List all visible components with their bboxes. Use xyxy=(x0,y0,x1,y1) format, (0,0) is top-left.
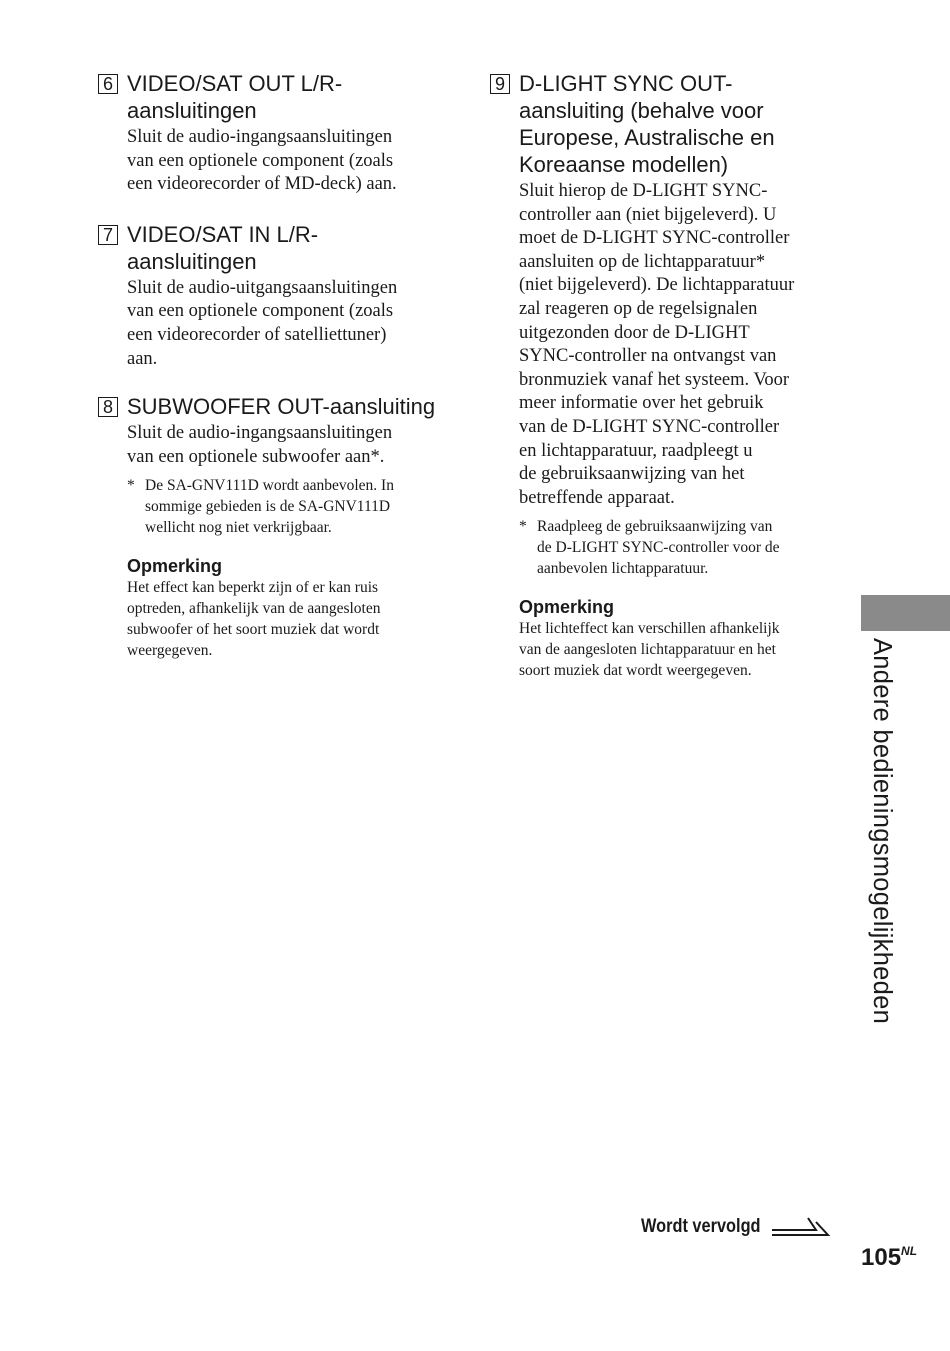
remark-line: Het effect kan beperkt zijn of er kan ruis xyxy=(127,578,379,596)
title-line: aansluitingen xyxy=(127,98,257,123)
left-column xyxy=(98,70,443,661)
body-line: van een optionele component (zoals xyxy=(127,301,394,322)
footnote-line: De SA-GNV111D wordt aanbevolen. In xyxy=(145,477,394,495)
title-line: VIDEO/SAT IN L/R- xyxy=(127,221,319,247)
remark-heading: Opmerking xyxy=(127,555,223,576)
item-body xyxy=(519,180,835,510)
body-line: en lichtapparatuur, raadpleegt u xyxy=(519,440,753,461)
body-line: moet de D-LIGHT SYNC-controller xyxy=(519,228,790,249)
body-line: bronmuziek vanaf het systeem. Voor xyxy=(519,369,790,390)
item-9 xyxy=(490,70,835,681)
remark-line: optreden, afhankelijk van de aangesloten xyxy=(127,599,381,617)
body-line: een videorecorder of MD-deck) aan. xyxy=(127,174,397,195)
footnote xyxy=(127,476,443,538)
body-line: van de D-LIGHT SYNC-controller xyxy=(519,416,780,437)
item-8 xyxy=(98,393,443,661)
body-line: zal reageren op de regelsignalen xyxy=(519,298,758,319)
body-line: meer informatie over het gebruik xyxy=(519,393,764,414)
footnote-line: de D-LIGHT SYNC-controller voor de xyxy=(537,539,780,557)
remark-body xyxy=(127,577,443,661)
item-number-box: 9 xyxy=(490,74,510,94)
item-title xyxy=(127,70,342,124)
remark-line: subwoofer of het soort muziek dat wordt xyxy=(127,620,380,638)
title-line: SUBWOOFER OUT-aansluiting xyxy=(127,394,436,420)
side-section-label xyxy=(858,638,898,1033)
body-line: Sluit de audio-ingangsaansluitingen xyxy=(127,127,393,147)
right-column xyxy=(490,70,835,681)
body-line: een videorecorder of satelliettuner) xyxy=(127,324,387,345)
body-line: betreffende apparaat. xyxy=(519,487,675,508)
body-line: Sluit de audio-ingangsaansluitingen xyxy=(127,423,393,444)
continued-arrow-icon xyxy=(770,1214,832,1240)
item-body xyxy=(127,126,443,197)
footnote-line: Raadpleeg de gebruiksaanwijzing van xyxy=(537,518,773,536)
body-line: van een optionele subwoofer aan*. xyxy=(127,446,385,467)
remark-line: van de aangesloten lichtapparatuur en het xyxy=(519,640,776,658)
body-line: aan. xyxy=(127,348,158,369)
continued-text: Wordt vervolgd xyxy=(641,1216,761,1237)
item-number-box: 6 xyxy=(98,74,118,94)
item-title xyxy=(127,393,435,420)
item-number-box: 8 xyxy=(98,397,118,417)
section-tab xyxy=(861,595,950,631)
item-title xyxy=(127,221,318,275)
body-line: aansluiten op de lichtapparatuur* xyxy=(519,251,766,272)
continued-indicator xyxy=(641,1214,832,1240)
page-number xyxy=(861,1244,917,1272)
body-line: uitgezonden door de D-LIGHT xyxy=(519,322,750,343)
item-title xyxy=(519,70,775,178)
item-6 xyxy=(98,70,443,197)
body-line: de gebruiksaanwijzing van het xyxy=(519,464,745,485)
body-line: (niet bijgeleverd). De lichtapparatuur xyxy=(519,275,795,296)
body-line: Sluit de audio-uitgangsaansluitingen xyxy=(127,277,398,298)
title-line: VIDEO/SAT OUT L/R- xyxy=(127,71,343,96)
body-line: Sluit hierop de D-LIGHT SYNC- xyxy=(519,181,768,201)
footnote-asterisk: * xyxy=(127,477,135,495)
footnote xyxy=(519,517,835,579)
remark-body xyxy=(519,618,835,681)
footnote-line: aanbevolen lichtapparatuur. xyxy=(537,559,709,577)
body-line: controller aan (niet bijgeleverd). U xyxy=(519,204,777,225)
title-line: Europese, Australische en xyxy=(519,125,775,150)
body-line: van een optionele component (zoals xyxy=(127,150,394,171)
footnote-line: sommige gebieden is de SA-GNV111D xyxy=(145,498,391,516)
remark-line: soort muziek dat wordt weergegeven. xyxy=(519,661,752,679)
footnote-asterisk: * xyxy=(519,518,527,536)
title-line: aansluitingen xyxy=(127,248,257,274)
item-body xyxy=(127,422,443,469)
page-language-suffix: NL xyxy=(901,1244,918,1258)
item-number-box: 7 xyxy=(98,225,118,245)
side-section-label-text: Andere bedieningsmogelijkheden xyxy=(868,638,896,1025)
remark-line: Het lichteffect kan verschillen afhankelijk xyxy=(519,619,780,637)
item-body xyxy=(127,277,443,371)
title-line: aansluiting (behalve voor xyxy=(519,98,764,123)
item-7 xyxy=(98,221,443,371)
body-line: SYNC-controller na ontvangst van xyxy=(519,346,777,367)
remark-line: weergegeven. xyxy=(127,641,213,659)
footnote-line: wellicht nog niet verkrijgbaar. xyxy=(145,518,332,536)
remark-heading: Opmerking xyxy=(519,596,615,617)
title-line: D-LIGHT SYNC OUT- xyxy=(519,71,733,96)
page-number-value: 105 xyxy=(861,1244,902,1271)
title-line: Koreaanse modellen) xyxy=(519,152,729,177)
